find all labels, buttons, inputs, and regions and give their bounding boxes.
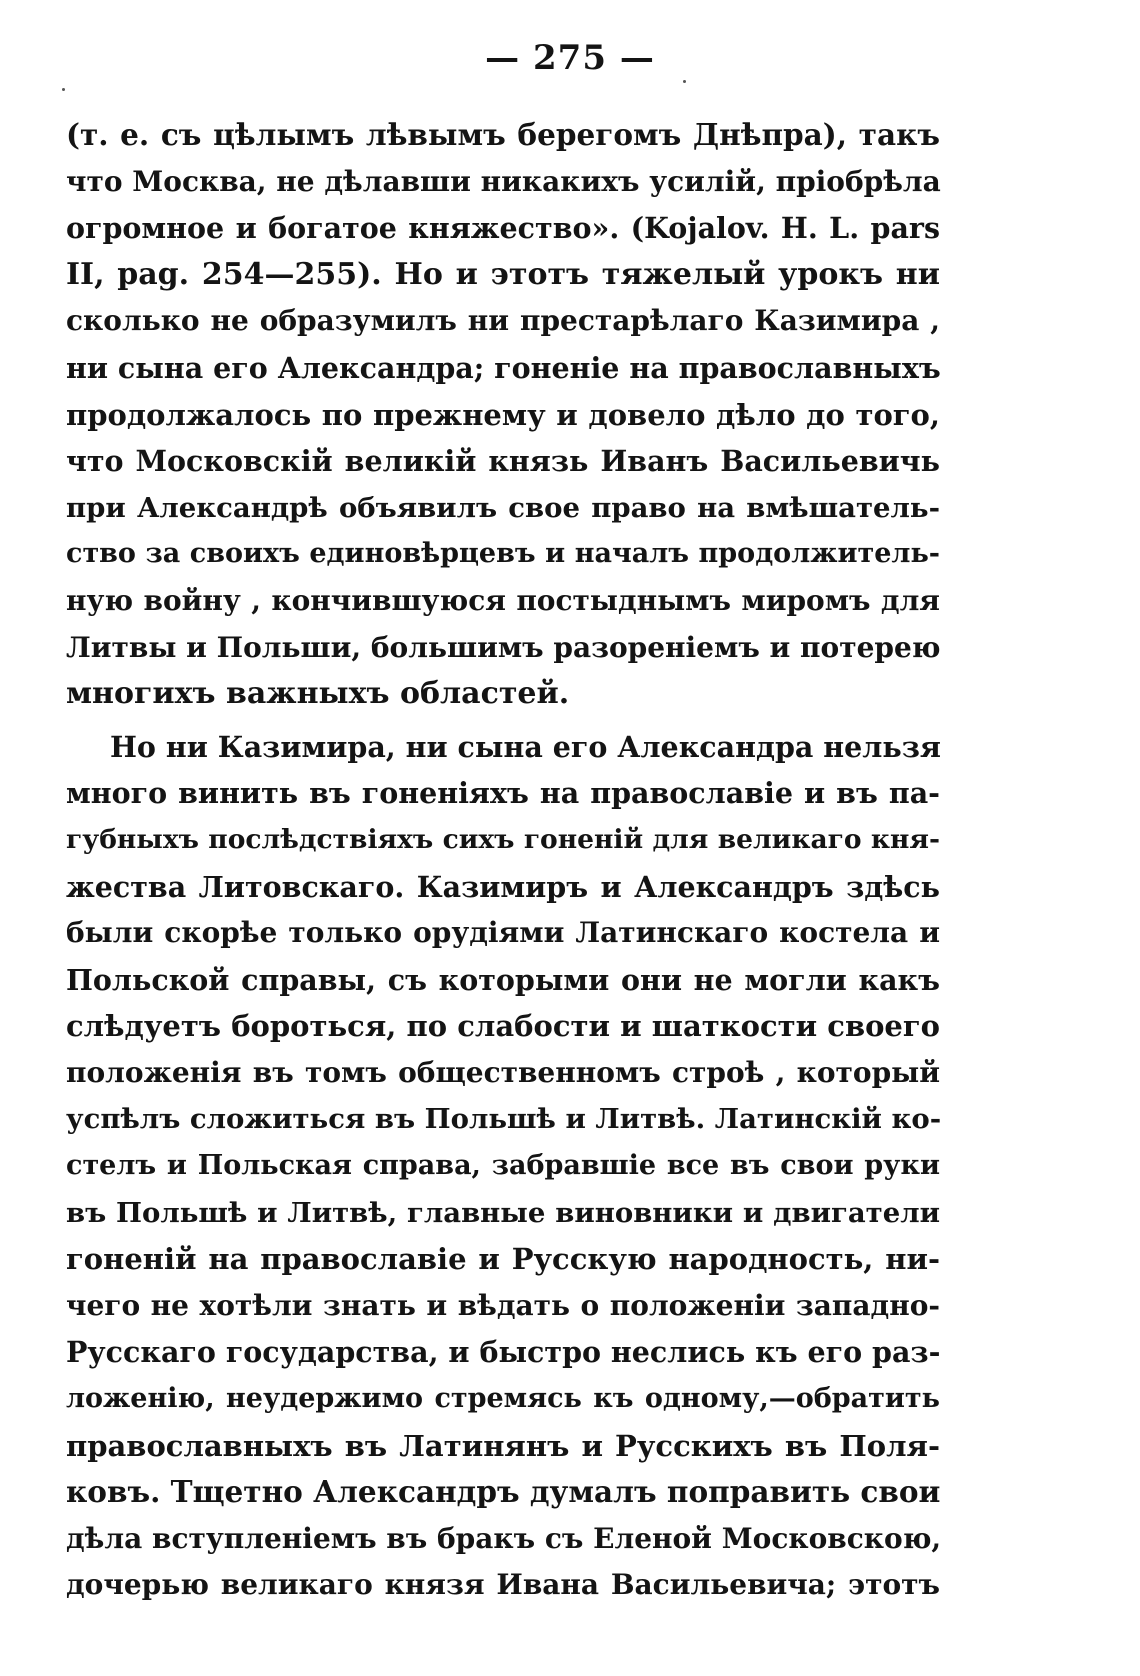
text-line: Русскаго государства, и быстро неслись къ его раз- bbox=[66, 1335, 941, 1370]
text-line: что Московскій великій князь Иванъ Васильевичь bbox=[66, 444, 940, 479]
text-line: Польской справы, съ которыми они не могли какъ bbox=[66, 962, 940, 997]
text-line: Но ни Казимира, ни сына его Александра нельзя bbox=[110, 729, 941, 764]
text-line: слѣдуетъ бороться, по слабости и шаткости своего bbox=[66, 1009, 940, 1044]
print-speck bbox=[62, 88, 65, 91]
text-line: губныхъ послѣдствіяхъ сихъ гоненій для великаго кня- bbox=[66, 823, 940, 855]
text-line: огромное и богатое княжество». (Kojalov. H. L. pars bbox=[66, 211, 940, 246]
text-line: положенія въ томъ общественномъ строѣ , который bbox=[66, 1055, 940, 1089]
text-line: многихъ важныхъ областей. bbox=[66, 676, 570, 712]
text-line: ни сына его Александра; гоненіе на православныхъ bbox=[66, 350, 941, 385]
text-line: жества Литовскаго. Казимиръ и Александръ здѣсь bbox=[66, 869, 940, 904]
text-line: при Александрѣ объявилъ свое право на вмѣшатель- bbox=[66, 491, 940, 524]
text-line: въ Польшѣ и Литвѣ, главные виновники и двигатели bbox=[66, 1196, 940, 1229]
text-line: дочерью великаго князя Ивана Васильевича; этотъ bbox=[66, 1568, 940, 1602]
print-speck bbox=[683, 80, 686, 83]
text-line: чего не хотѣли знать и вѣдать о положеніи западно- bbox=[66, 1288, 940, 1322]
text-line: II, pag. 254—255). Но и этотъ тяжелый урокъ ни bbox=[66, 256, 940, 292]
text-line: успѣлъ сложиться въ Польшѣ и Литвѣ. Латинскій ко- bbox=[66, 1103, 942, 1136]
text-line: сколько не образумилъ ни престарѣлаго Казимира , bbox=[66, 304, 940, 338]
page-number: — 275 — bbox=[485, 38, 655, 78]
paragraph-1 bbox=[66, 112, 940, 718]
text-line: православныхъ въ Латинянъ и Русскихъ въ Поля- bbox=[66, 1428, 940, 1463]
text-line: много винить въ гоненіяхъ на православіе и въ па- bbox=[66, 776, 940, 811]
text-line: продолжалось по прежнему и довело дѣло до того, bbox=[66, 397, 940, 432]
paragraph-2 bbox=[66, 724, 940, 1609]
text-line: (т. е. съ цѣлымъ лѣвымъ берегомъ Днѣпра), такъ bbox=[66, 117, 940, 152]
text-line: ную войну , кончившуюся постыднымъ миромъ для bbox=[66, 583, 940, 617]
body-text bbox=[66, 112, 940, 1609]
text-line: ложенію, неудержимо стремясь къ одному,—обратить bbox=[66, 1383, 940, 1415]
text-line: ство за своихъ единовѣрцевъ и началъ продолжитель- bbox=[66, 538, 940, 570]
text-line: Литвы и Польши, большимъ разореніемъ и потерею bbox=[66, 630, 941, 664]
text-line: гоненій на православіе и Русскую народность, ни- bbox=[66, 1242, 940, 1277]
text-line: были скорѣе только орудіями Латинскаго костела и bbox=[66, 916, 940, 950]
text-line: что Москва, не дѣлавши никакихъ усилій, пріобрѣла bbox=[66, 164, 941, 198]
text-line: ковъ. Тщетно Александръ думалъ поправить свои bbox=[66, 1474, 941, 1510]
text-line: стелъ и Польская справа, забравшіе все въ свои руки bbox=[66, 1150, 940, 1182]
text-line: дѣла вступленіемъ въ бракъ съ Еленой Московскою, bbox=[66, 1521, 942, 1555]
